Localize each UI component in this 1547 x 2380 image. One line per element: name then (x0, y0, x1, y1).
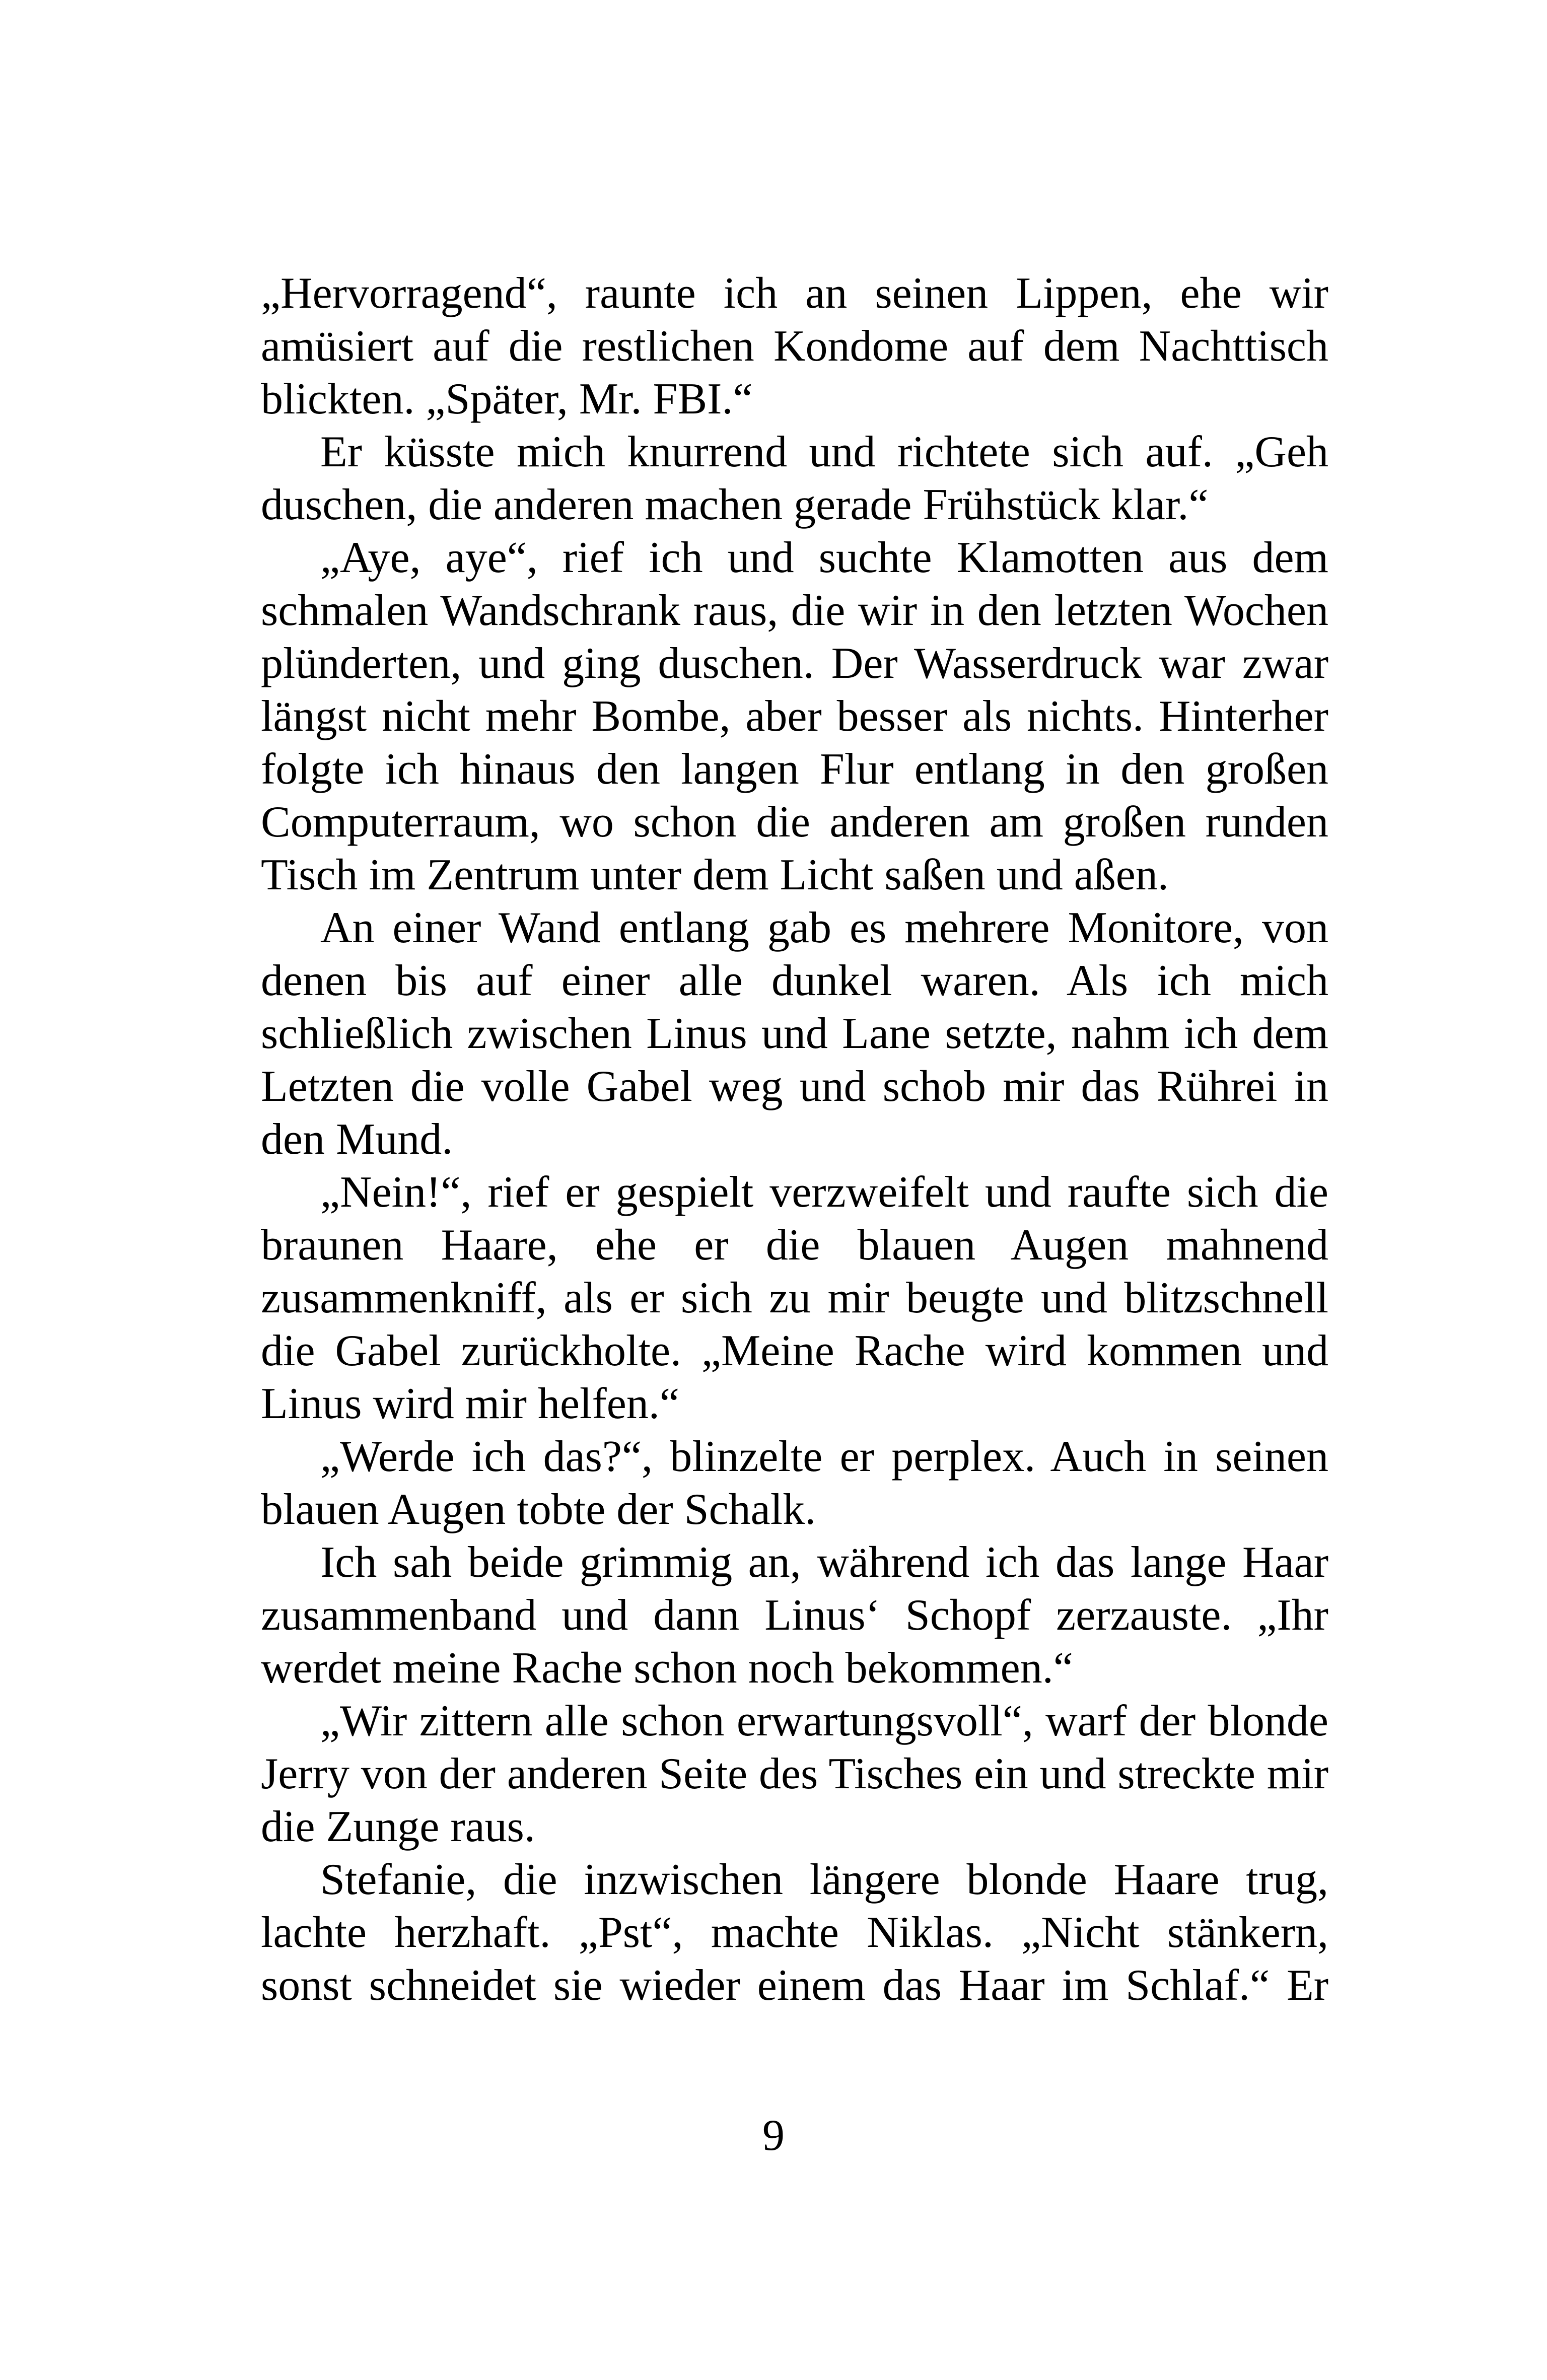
paragraph: „Nein!“, rief er gespielt verzweifelt und raufte sich die braunen Haare, ehe er die blauen Augen mahnend zusammenkniff, als er sich zu mir beugte und blitzschnell die Gabel zurückholte. „Meine Rache wird kommen und Linus wird mir helfen.“ (261, 1168, 1328, 1428)
paragraph: „Werde ich das?“, blinzelte er perplex. Auch in seinen blauen Augen tobte der Schalk. (261, 1432, 1328, 1534)
paragraph: An einer Wand entlang gab es mehrere Monitore, von denen bis auf einer alle dunkel waren. Als ich mich schließlich zwischen Linus und Lane setzte, nahm ich dem Letzten die volle Gabel weg und schob mir das Rührei in den Mund. (261, 903, 1328, 1164)
page-number: 9 (762, 2111, 785, 2160)
paragraph: Stefanie, die inzwischen längere blonde Haare trug, lachte herzhaft. „Pst“, machte Niklas. „Nicht stänkern, sonst schneidet sie wieder einem das Haar im Schlaf.“ Er (261, 1855, 1328, 2010)
paragraph: „Wir zittern alle schon erwartungsvoll“, warf der blonde Jerry von der anderen Seite des Tisches ein und streckte mir die Zunge raus. (261, 1697, 1328, 1851)
paragraph: „Hervorragend“, raunte ich an seinen Lippen, ehe wir amüsiert auf die restlichen Kondome auf dem Nachttisch blickten. „Später, Mr. FBI.“ (261, 269, 1328, 424)
paragraph: „Aye, aye“, rief ich und suchte Klamotten aus dem schmalen Wandschrank raus, die wir in den letzten Wochen plünderten, und ging duschen. Der Wasserdruck war zwar längst nicht mehr Bombe, aber besser als nichts. Hinterher folgte ich hinaus den langen Flur entlang in den großen Computerraum, wo schon die anderen am großen runden Tisch im Zentrum unter dem Licht saßen und aßen. (261, 533, 1328, 899)
paragraph: Er küsste mich knurrend und richtete sich auf. „Geh duschen, die anderen machen gerade Frühstück klar.“ (261, 428, 1328, 529)
body-text (261, 267, 1328, 2012)
paragraph: Ich sah beide grimmig an, während ich das lange Haar zusammenband und dann Linus‘ Schopf zerzauste. „Ihr werdet meine Rache schon noch bekommen.“ (261, 1538, 1328, 1693)
